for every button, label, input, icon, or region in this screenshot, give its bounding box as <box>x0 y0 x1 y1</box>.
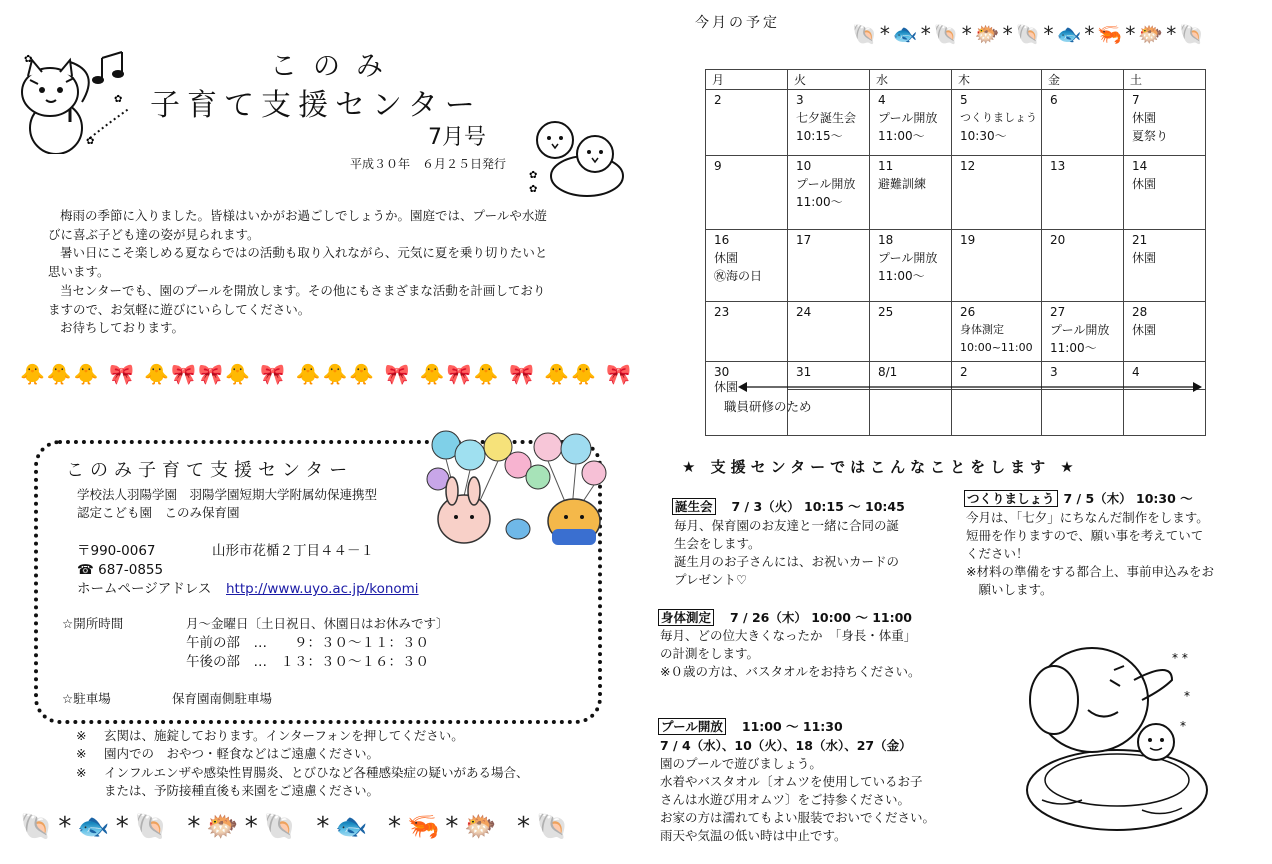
calendar-day-cell <box>1124 90 1206 156</box>
day-number: 20 <box>1050 233 1066 247</box>
day-number: 17 <box>796 233 812 247</box>
svg-text:✿: ✿ <box>529 184 538 195</box>
elephant-pool-illustration <box>1022 640 1222 845</box>
calendar-day-cell <box>870 90 952 156</box>
issue-date: 平成３０年 ６月２５日発行 <box>350 157 507 171</box>
day-number: 23 <box>714 305 730 319</box>
weekday-header: 土 <box>1124 70 1206 90</box>
calendar-day-cell <box>1124 156 1206 230</box>
craft-desc: 願いします。 <box>966 582 1053 597</box>
calendar-day-cell <box>706 230 788 302</box>
craft-desc: ※材料の準備をする都合上、事前申込みをお <box>966 564 1214 579</box>
day-number: 16 <box>714 233 730 247</box>
hours-morning: 午前の部 … ９：３０～１１：３０ <box>186 635 429 651</box>
event-line: プール開放 <box>878 251 938 265</box>
measure-desc: の計測をします。 <box>660 646 760 661</box>
measure-desc: 毎月、どの位大きくなったか 「身長・体重」 <box>660 628 917 643</box>
event-line: 休園 <box>1132 177 1157 191</box>
pool-desc: 水着やバスタオル〔オムツを使用しているお子 <box>660 774 923 789</box>
calendar-day-cell <box>952 90 1042 156</box>
craft-when: 7 / 5（木） 10:30 ～ <box>1063 491 1193 506</box>
day-number: 7 <box>1132 93 1140 107</box>
center-name: このみ子育て支援センター <box>66 460 354 481</box>
hours-afternoon: 午後の部 … １３：３０～１６：３０ <box>186 654 429 670</box>
pool-dates: 7 / 4（水）、10（火）、18（水）、27（金） <box>660 738 912 753</box>
day-number: 31 <box>796 365 812 379</box>
parking-label: ☆駐車場 <box>62 691 111 706</box>
event-line: ㊗海の日 <box>714 269 763 283</box>
pool-desc: 雨天や気温の低い時は中止です。 <box>660 828 847 843</box>
note-text: 玄関は、施錠しております。インターフォンを押してください。 <box>104 728 464 743</box>
center-address: 山形市花楯２丁目４４－１ <box>212 543 374 559</box>
intro-line: お待ちしております。 <box>60 320 185 336</box>
closure-arrow <box>738 380 1202 394</box>
calendar-day-cell <box>1042 302 1124 362</box>
day-number: 9 <box>714 159 722 173</box>
event-line: 夏祭り <box>1132 129 1169 143</box>
event-line: 10:15～ <box>796 129 843 143</box>
calendar-day-cell <box>952 230 1042 302</box>
issue-label: 7月号 <box>428 125 486 150</box>
calendar-week-row <box>706 156 1206 230</box>
svg-text:*: * <box>1184 689 1190 703</box>
day-number: 4 <box>1132 365 1140 379</box>
intro-line: びに喜ぶ子ども達の姿が見られます。 <box>48 226 260 242</box>
hours-label: ☆開所時間 <box>62 616 124 631</box>
day-number: 27 <box>1050 305 1066 319</box>
calendar-day-cell <box>952 156 1042 230</box>
event-line: プール開放 <box>878 111 938 125</box>
intro-line: ますので、お気軽に遊びにいらしてください。 <box>48 301 311 317</box>
intro-line: 思います。 <box>48 264 110 280</box>
day-number: 12 <box>960 159 976 173</box>
birthday-desc: 生会をします。 <box>674 536 761 551</box>
note-text: インフルエンザや感染性胃腸炎、とびひなど各種感染症の疑いがある場合、 <box>104 765 529 780</box>
svg-text:* *: * * <box>1172 651 1188 665</box>
event-line: プール開放 <box>1050 323 1110 337</box>
calendar-day-cell <box>788 302 870 362</box>
day-number: 19 <box>960 233 976 247</box>
intro-line: 当センターでも、園のプールを開放します。その他にもさまざまな活動を計画しており <box>60 282 546 298</box>
calendar-closure-cell <box>870 390 952 436</box>
day-number: 4 <box>878 93 886 107</box>
day-number: 30 <box>714 365 730 379</box>
craft-label: つくりましょう <box>964 490 1058 507</box>
pool-desc: さんは水遊び用オムツ〕をご持参ください。 <box>660 792 911 807</box>
weekday-header: 月 <box>706 70 788 90</box>
center-postal: 〒990-0067 <box>77 543 156 559</box>
event-line: 休園 <box>1132 323 1157 337</box>
measure-activity <box>658 609 912 628</box>
calendar-day-cell <box>1042 156 1124 230</box>
weekday-header: 木 <box>952 70 1042 90</box>
svg-text:*: * <box>1180 719 1186 733</box>
note-mark: ※ <box>76 765 87 780</box>
calendar-day-cell <box>706 156 788 230</box>
calendar-week-row <box>706 230 1206 302</box>
event-line: 休園 <box>1132 251 1157 265</box>
event-line: 10:00~11:00 <box>960 341 1033 354</box>
event-line: 休園 <box>1132 111 1157 125</box>
pool-when: 11:00 ～ 11:30 <box>741 719 843 734</box>
birthday-activity <box>672 498 905 517</box>
weekday-header: 金 <box>1042 70 1124 90</box>
sea-creature-border: 🐚*🐟*🐚 *🐡*🐚 *🐟 *🦐*🐡 *🐚 <box>20 812 575 842</box>
page-title: 子育て支援センター <box>150 88 482 123</box>
schedule-title: 今月の予定 <box>695 15 780 31</box>
calendar-closure-cell <box>1042 390 1124 436</box>
note-mark: ※ <box>76 746 87 761</box>
calendar-closure-cell <box>952 390 1042 436</box>
day-number: 26 <box>960 305 976 319</box>
calendar-header-row <box>706 70 1206 90</box>
event-line: 避難訓練 <box>878 177 927 191</box>
day-number: 13 <box>1050 159 1066 173</box>
center-org-line2: 認定こども園 このみ保育園 <box>77 505 240 520</box>
craft-desc: ください！ <box>966 546 1029 561</box>
day-number: 14 <box>1132 159 1148 173</box>
center-phone: ☎ 687-0855 <box>77 562 164 578</box>
event-line: つくりましょう <box>960 111 1037 124</box>
day-number: 5 <box>960 93 968 107</box>
weekday-header: 火 <box>788 70 870 90</box>
birthday-desc: プレゼント♡ <box>674 572 748 587</box>
birthday-when: 7 / 3（火） 10:15 ～ 10:45 <box>731 499 905 514</box>
calendar-day-cell <box>952 302 1042 362</box>
day-number: 25 <box>878 305 894 319</box>
measure-desc: ※０歳の方は、バスタオルをお持ちください。 <box>660 664 921 679</box>
day-number: 3 <box>796 93 804 107</box>
calendar-day-cell <box>1124 230 1206 302</box>
birthday-desc: 毎月、保育園のお友達と一緒に合同の誕 <box>674 518 900 533</box>
pool-label: プール開放 <box>658 718 726 735</box>
event-line: 身体測定 <box>960 323 1004 336</box>
day-number: 28 <box>1132 305 1148 319</box>
pool-desc: お家の方は濡れてもよい服装でおいでください。 <box>660 810 936 825</box>
closure-label: 休園 <box>714 380 739 394</box>
event-line: 11:00～ <box>796 195 843 209</box>
day-number: 10 <box>796 159 812 173</box>
pool-activity <box>658 718 843 737</box>
birthday-desc: 誕生月のお子さんには、お祝いカードの <box>674 554 900 569</box>
calendar-day-cell <box>870 230 952 302</box>
day-number: 6 <box>1050 93 1058 107</box>
chick-ribbon-border: 🐥🐥🐥 🎀 🐥🎀🎀🐥 🎀 🐥🐥🐥 🎀 🐥🎀🐥 🎀 🐥🐥 🎀 <box>20 362 634 386</box>
calendar-day-cell <box>1042 90 1124 156</box>
header-konomi: このみ <box>270 51 399 82</box>
calendar-week-row <box>706 302 1206 362</box>
craft-desc: 今月は、「七夕」にちなんだ制作をします。 <box>966 510 1209 525</box>
center-org-line1: 学校法人羽陽学園 羽陽学園短期大学附属幼保連携型 <box>77 487 378 502</box>
intro-text <box>48 207 608 338</box>
calendar-day-cell <box>788 156 870 230</box>
measure-when: 7 / 26（木） 10:00 ～ 11:00 <box>730 610 912 625</box>
parking-info: 保育園南側駐車場 <box>172 691 273 706</box>
calendar-closure-cell <box>1124 390 1206 436</box>
activities-title: ★ 支援センターではこんなことをします ★ <box>682 458 1079 476</box>
craft-activity <box>964 490 1193 509</box>
svg-text:✿: ✿ <box>529 170 538 181</box>
day-number: 24 <box>796 305 812 319</box>
calendar-day-cell <box>870 302 952 362</box>
note-text: または、予防接種直後も来園をご遠慮ください。 <box>104 783 380 798</box>
event-line: 休園 <box>714 251 739 265</box>
calendar-day-cell <box>1124 302 1206 362</box>
calendar-day-cell <box>870 156 952 230</box>
pool-desc: 園のプールで遊びましょう。 <box>660 756 822 771</box>
event-line: 10:30～ <box>960 129 1007 143</box>
event-line: プール開放 <box>796 177 856 191</box>
svg-text:✿: ✿ <box>114 94 123 105</box>
fish-border: 🐚*🐟*🐚*🐡*🐚*🐟*🦐*🐡*🐚 <box>852 22 1208 46</box>
calendar-day-cell <box>788 230 870 302</box>
note-text: 園内での おやつ・軽食などはご遠慮ください。 <box>104 746 380 761</box>
cat-music-illustration <box>10 42 140 154</box>
birthday-label: 誕生会 <box>672 498 716 515</box>
event-line: 11:00～ <box>878 129 925 143</box>
craft-desc: 短冊を作りますので、願い事を考えていて <box>966 528 1204 543</box>
calendar-day-cell <box>788 90 870 156</box>
day-number: 2 <box>714 93 722 107</box>
homepage-label: ホームページアドレス <box>77 581 212 597</box>
event-line: 11:00～ <box>1050 341 1097 355</box>
day-number: 3 <box>1050 365 1058 379</box>
svg-text:✿: ✿ <box>86 136 95 147</box>
day-number: 18 <box>878 233 894 247</box>
measure-label: 身体測定 <box>658 609 714 626</box>
calendar-day-cell <box>706 302 788 362</box>
calendar-day-cell <box>706 90 788 156</box>
day-number: 2 <box>960 365 968 379</box>
event-line: 七夕誕生会 <box>796 111 857 125</box>
balloon-animals-illustration <box>418 425 618 550</box>
intro-line: 梅雨の季節に入りました。皆様はいかがお過ごしでしょうか。園庭では、プールや水遊 <box>60 208 547 223</box>
hours-days: 月～金曜日〔土日祝日、休園日はお休みです〕 <box>186 616 449 631</box>
intro-line: 暑い日にこそ楽しめる夏ならではの活動も取り入れながら、元気に夏を乗り切りたいと <box>60 245 548 261</box>
chicks-illustration <box>525 118 630 200</box>
note-mark: ※ <box>76 728 87 743</box>
calendar-week-row <box>706 90 1206 156</box>
day-number: 21 <box>1132 233 1148 247</box>
weekday-header: 水 <box>870 70 952 90</box>
svg-text:✿: ✿ <box>24 54 33 65</box>
calendar-day-cell <box>1042 230 1124 302</box>
day-number: 11 <box>878 159 894 173</box>
event-line: 11:00～ <box>878 269 925 283</box>
day-number: 8/1 <box>878 365 898 379</box>
homepage-link[interactable]: http://www.uyo.ac.jp/konomi <box>226 581 419 597</box>
closure-reason: 職員研修のため <box>724 399 812 414</box>
